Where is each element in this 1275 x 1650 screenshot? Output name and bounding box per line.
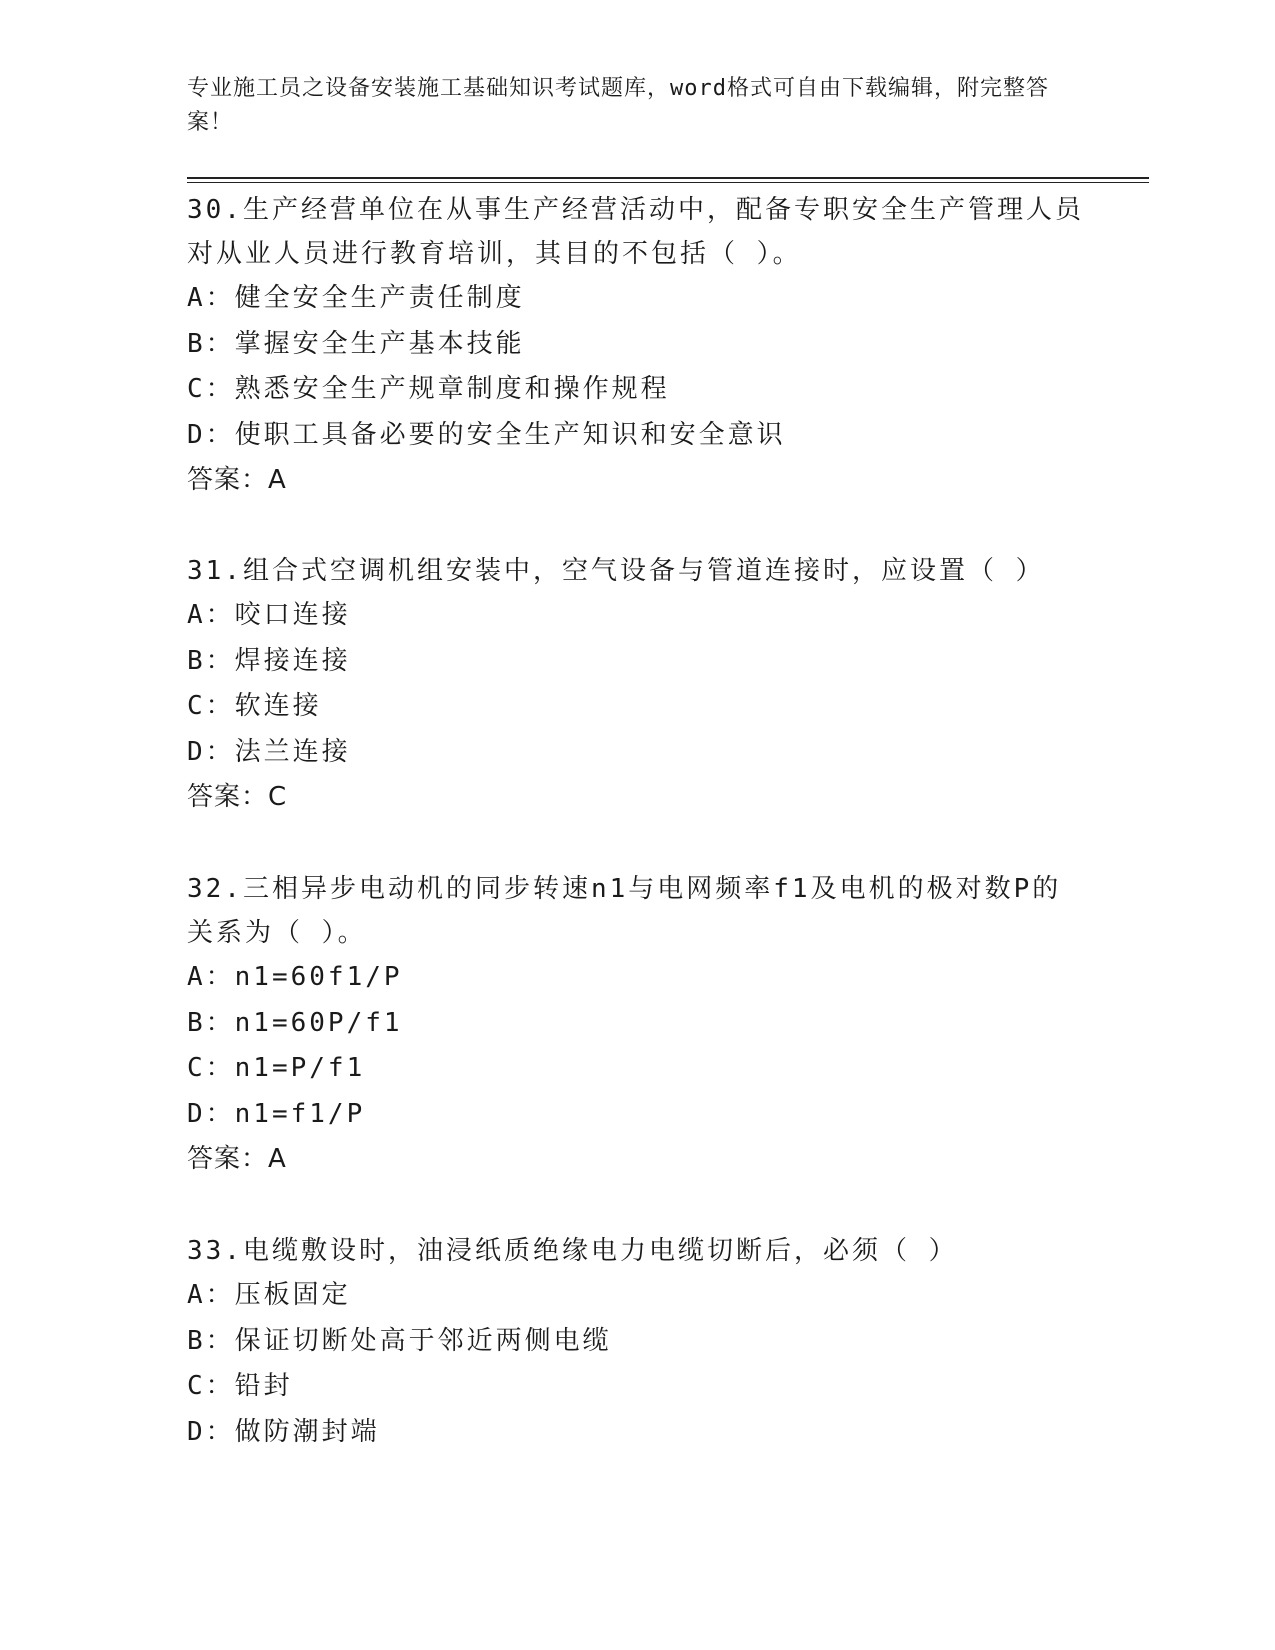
option-a: A：健全安全生产责任制度 bbox=[187, 283, 525, 313]
option-a: A：压板固定 bbox=[187, 1280, 351, 1310]
question-30 bbox=[187, 188, 1087, 502]
option-b: B：焊接连接 bbox=[187, 645, 351, 676]
option-c: C：熟悉安全生产规章制度和操作规程 bbox=[187, 374, 670, 404]
option-a: A：咬口连接 bbox=[187, 600, 351, 630]
option-b: B：保证切断处高于邻近两侧电缆 bbox=[187, 1325, 612, 1356]
option-d: D：使职工具备必要的安全生产知识和安全意识 bbox=[187, 419, 786, 450]
document-header: 专业施工员之设备安装施工基础知识考试题库，word格式可自由下载编辑，附完整答案！ bbox=[187, 76, 1049, 135]
option-a: A：n1=60f1/P bbox=[187, 962, 403, 992]
question-stem: 33.电缆敷设时，油浸纸质绝缘电力电缆切断后，必须（ ） bbox=[187, 1236, 958, 1266]
option-b: B：掌握安全生产基本技能 bbox=[187, 328, 525, 359]
option-d: D：法兰连接 bbox=[187, 736, 351, 767]
answer: 答案：A bbox=[187, 465, 287, 495]
question-stem: 32.三相异步电动机的同步转速n1与电网频率f1及电机的极对数P的关系为（ ）。 bbox=[187, 874, 1062, 948]
option-b: B：n1=60P/f1 bbox=[187, 1007, 403, 1038]
question-31 bbox=[187, 549, 1087, 819]
question-32 bbox=[187, 867, 1087, 1181]
option-c: C：铅封 bbox=[187, 1371, 293, 1401]
answer: 答案：A bbox=[187, 1144, 287, 1174]
question-33 bbox=[187, 1229, 1087, 1455]
question-stem: 31.组合式空调机组安装中，空气设备与管道连接时，应设置（ ） bbox=[187, 556, 1045, 586]
header-rule-thick bbox=[187, 177, 1149, 179]
option-d: D：做防潮封端 bbox=[187, 1416, 380, 1447]
header-rule-thin bbox=[187, 182, 1149, 183]
option-c: C：软连接 bbox=[187, 691, 322, 721]
question-stem: 30.生产经营单位在从事生产经营活动中，配备专职安全生产管理人员对从业人员进行教育培训，其目的不包括（ ）。 bbox=[187, 195, 1084, 269]
answer: 答案：C bbox=[187, 782, 288, 812]
option-d: D：n1=f1/P bbox=[187, 1098, 366, 1129]
option-c: C：n1=P/f1 bbox=[187, 1053, 366, 1083]
